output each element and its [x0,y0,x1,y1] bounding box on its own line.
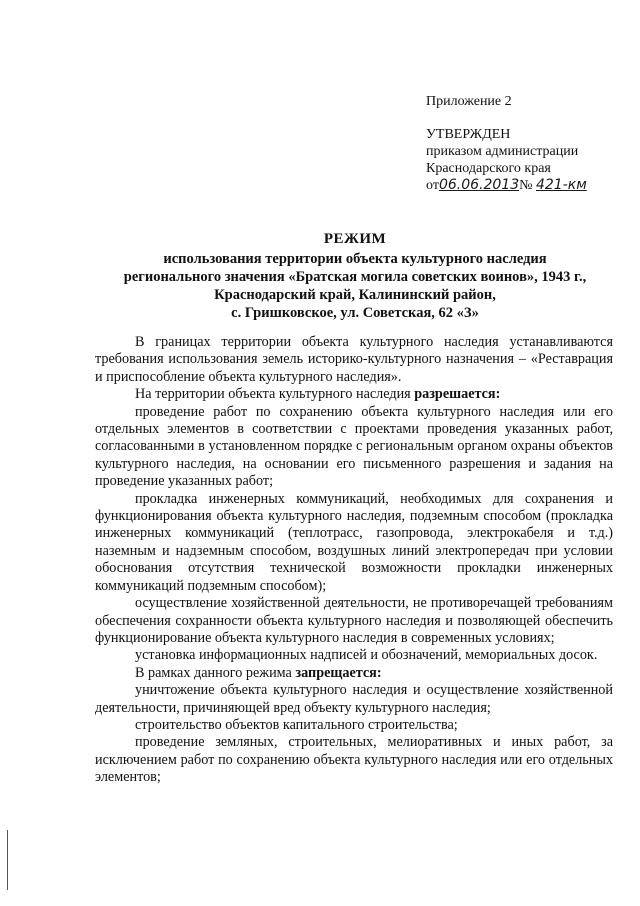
forbidden-item: уничтожение объекта культурного наследия и осуществление хозяйственной деятельности, причиняющей вред объекту культурного наследия; [95,682,613,716]
approved-label: УТВЕРЖДЕН [426,127,511,142]
document-title [95,230,615,322]
order-line-1: приказом администрации [426,144,579,159]
intro-paragraph: В границах территории объекта культурного наследия устанавливаются требования использования земель историко-культурного назначения – «Реставрация и приспособление объекта культурного наследия». [95,334,613,385]
forbidden-heading: В рамках данного режима запрещается: [135,664,382,681]
allowed-keyword: разрешается: [414,386,501,403]
allowed-item: проведение работ по сохранению объекта культурного наследия или его отдельных элементов в соответствии с проектами проведения указанных работ, согласованными в установленном порядке с региональным органом охраны объектов культурного наследия, на основании его письменного разрешения и задания на проведение указанных работ; [95,403,613,490]
title-line-1: использования территории объекта культурного наследия [163,251,547,267]
order-date-number [426,177,636,194]
scan-margin-line [7,830,8,890]
allowed-item: установка информационных надписей и обозначений, мемориальных досок. [135,647,598,664]
allowed-item: прокладка инженерных коммуникаций, необходимых для сохранения и функционирования объекта культурного наследия, подземным способом (прокладка инженерных коммуникаций (теплотрасс, газопровода, электрокабеля и т.д.) наземным и надземным способом, воздушных линий электропередач при условии обоснования отсутствия технической возможности прокладки инженерных коммуникаций подземным способом); [95,490,613,594]
title-heading: РЕЖИМ [323,231,387,247]
approval-block [426,93,636,194]
allowed-heading: На территории объекта культурного наследия разрешается: [135,386,501,403]
date-prefix: от [426,178,439,193]
document-body [95,334,613,787]
forbidden-item: строительство объектов капитального строительства; [135,716,458,733]
order-line-2: Краснодарского края [426,161,551,176]
number-prefix: № [519,178,533,193]
title-line-2: регионального значения «Братская могила советских воинов», 1943 г., [123,269,587,285]
handwritten-date: 06.06.2013 [438,177,520,193]
title-line-3: Краснодарский край, Калининский район, [214,287,496,303]
allowed-item: осуществление хозяйственной деятельности, не противоречащей требованиям обеспечения сохранности объекта культурного наследия и позволяющей обеспечить функционирование объекта культурного наследия в современных условиях; [95,595,613,646]
forbidden-item: проведение земляных, строительных, мелиоративных и иных работ, за исключением работ по сохранению объекта культурного наследия или его отдельных элементов; [95,734,613,786]
forbidden-keyword: запрещается: [295,664,382,681]
appendix-label: Приложение 2 [426,94,512,109]
handwritten-number: 421-км [535,177,587,193]
title-line-4: с. Гришковское, ул. Советская, 62 «З» [231,305,479,321]
